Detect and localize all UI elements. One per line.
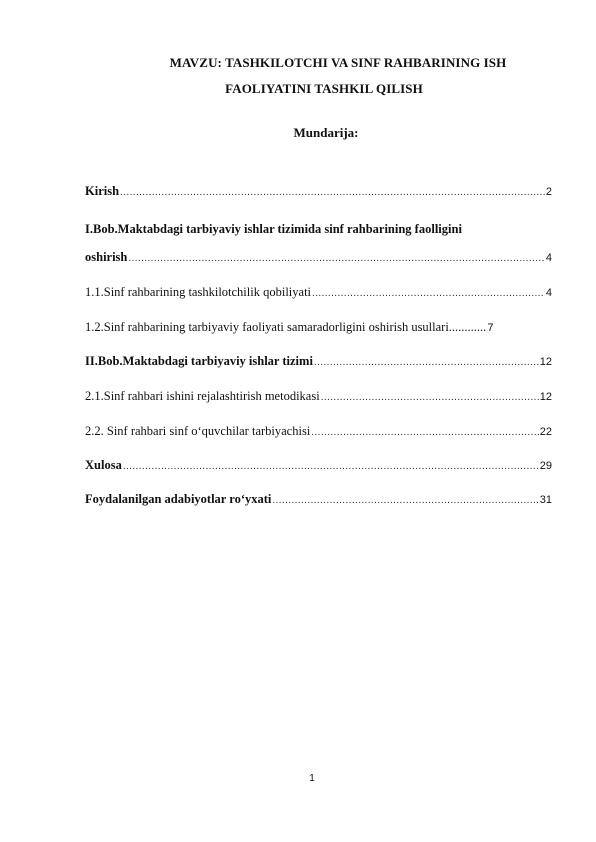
toc-entry-page: 22 <box>539 426 552 438</box>
contents-heading: Mundarija: <box>293 125 359 140</box>
toc-entry-xulosa[interactable] <box>85 458 552 476</box>
dot-leader <box>312 288 545 299</box>
dot-leader <box>311 427 538 438</box>
dot-leader <box>120 187 545 198</box>
toc-entry-2-2[interactable] <box>85 424 552 442</box>
document-title-line-2: FAOLIYATINI TASHKIL QILISH <box>225 81 423 96</box>
toc-entry-label: 2.1.Sinf rahbari ishini rejalashtirish metodikasi <box>85 389 320 403</box>
toc-entry-page: 4 <box>545 287 552 299</box>
toc-entry-kirish[interactable] <box>85 184 552 202</box>
dot-leader <box>321 392 539 403</box>
toc-entry-page: 7 <box>487 322 494 334</box>
toc-entry-1-1[interactable] <box>85 285 552 303</box>
toc-entry-chapter-2[interactable] <box>85 354 552 372</box>
toc-entry-page: 31 <box>539 494 552 506</box>
toc-entry-page: 2 <box>545 186 552 198</box>
toc-entry-page: 12 <box>539 391 552 403</box>
toc-entry-adabiyotlar[interactable] <box>85 492 552 510</box>
toc-entry-2-1[interactable] <box>85 389 552 407</box>
dot-leader <box>123 461 539 472</box>
toc-chapter-1-title[interactable]: I.Bob.Maktabdagi tarbiyaviy ishlar tizimida sinf rahbarining faolligini <box>85 222 462 236</box>
toc-entry-label: oshirish <box>85 250 128 264</box>
document-title-line-1: MAVZU: TASHKILOTCHI VA SINF RAHBARINING ISH <box>169 55 507 70</box>
toc-entry-label: 1.1.Sinf rahbarining tashkilotchilik qobiliyati <box>85 285 312 299</box>
page-number: 1 <box>309 773 315 784</box>
toc-entry-label: Kirish <box>85 184 120 198</box>
toc-entry-label: Foydalanilgan adabiyotlar ro‘yxati <box>85 492 272 506</box>
toc-entry-label: II.Bob.Maktabdagi tarbiyaviy ishlar tizimi <box>85 354 313 368</box>
toc-entry-label: Xulosa <box>85 458 122 472</box>
toc-entry-1-2[interactable] <box>85 320 552 338</box>
toc-entry-page: 29 <box>539 460 552 472</box>
toc-entry-label: 2.2. Sinf rahbari sinf o‘quvchilar tarbiyachisi <box>85 424 311 438</box>
dot-leader <box>314 357 539 368</box>
toc-entry-page: 12 <box>539 356 552 368</box>
toc-entry-page: 4 <box>545 252 552 264</box>
toc-entry-chapter-1[interactable] <box>85 250 552 268</box>
toc-entry-label: 1.2.Sinf rahbarining tarbiyaviy faoliyati samaradorligini oshirish usullari............ <box>85 320 487 334</box>
dot-leader <box>272 495 538 506</box>
dot-leader <box>128 253 544 264</box>
